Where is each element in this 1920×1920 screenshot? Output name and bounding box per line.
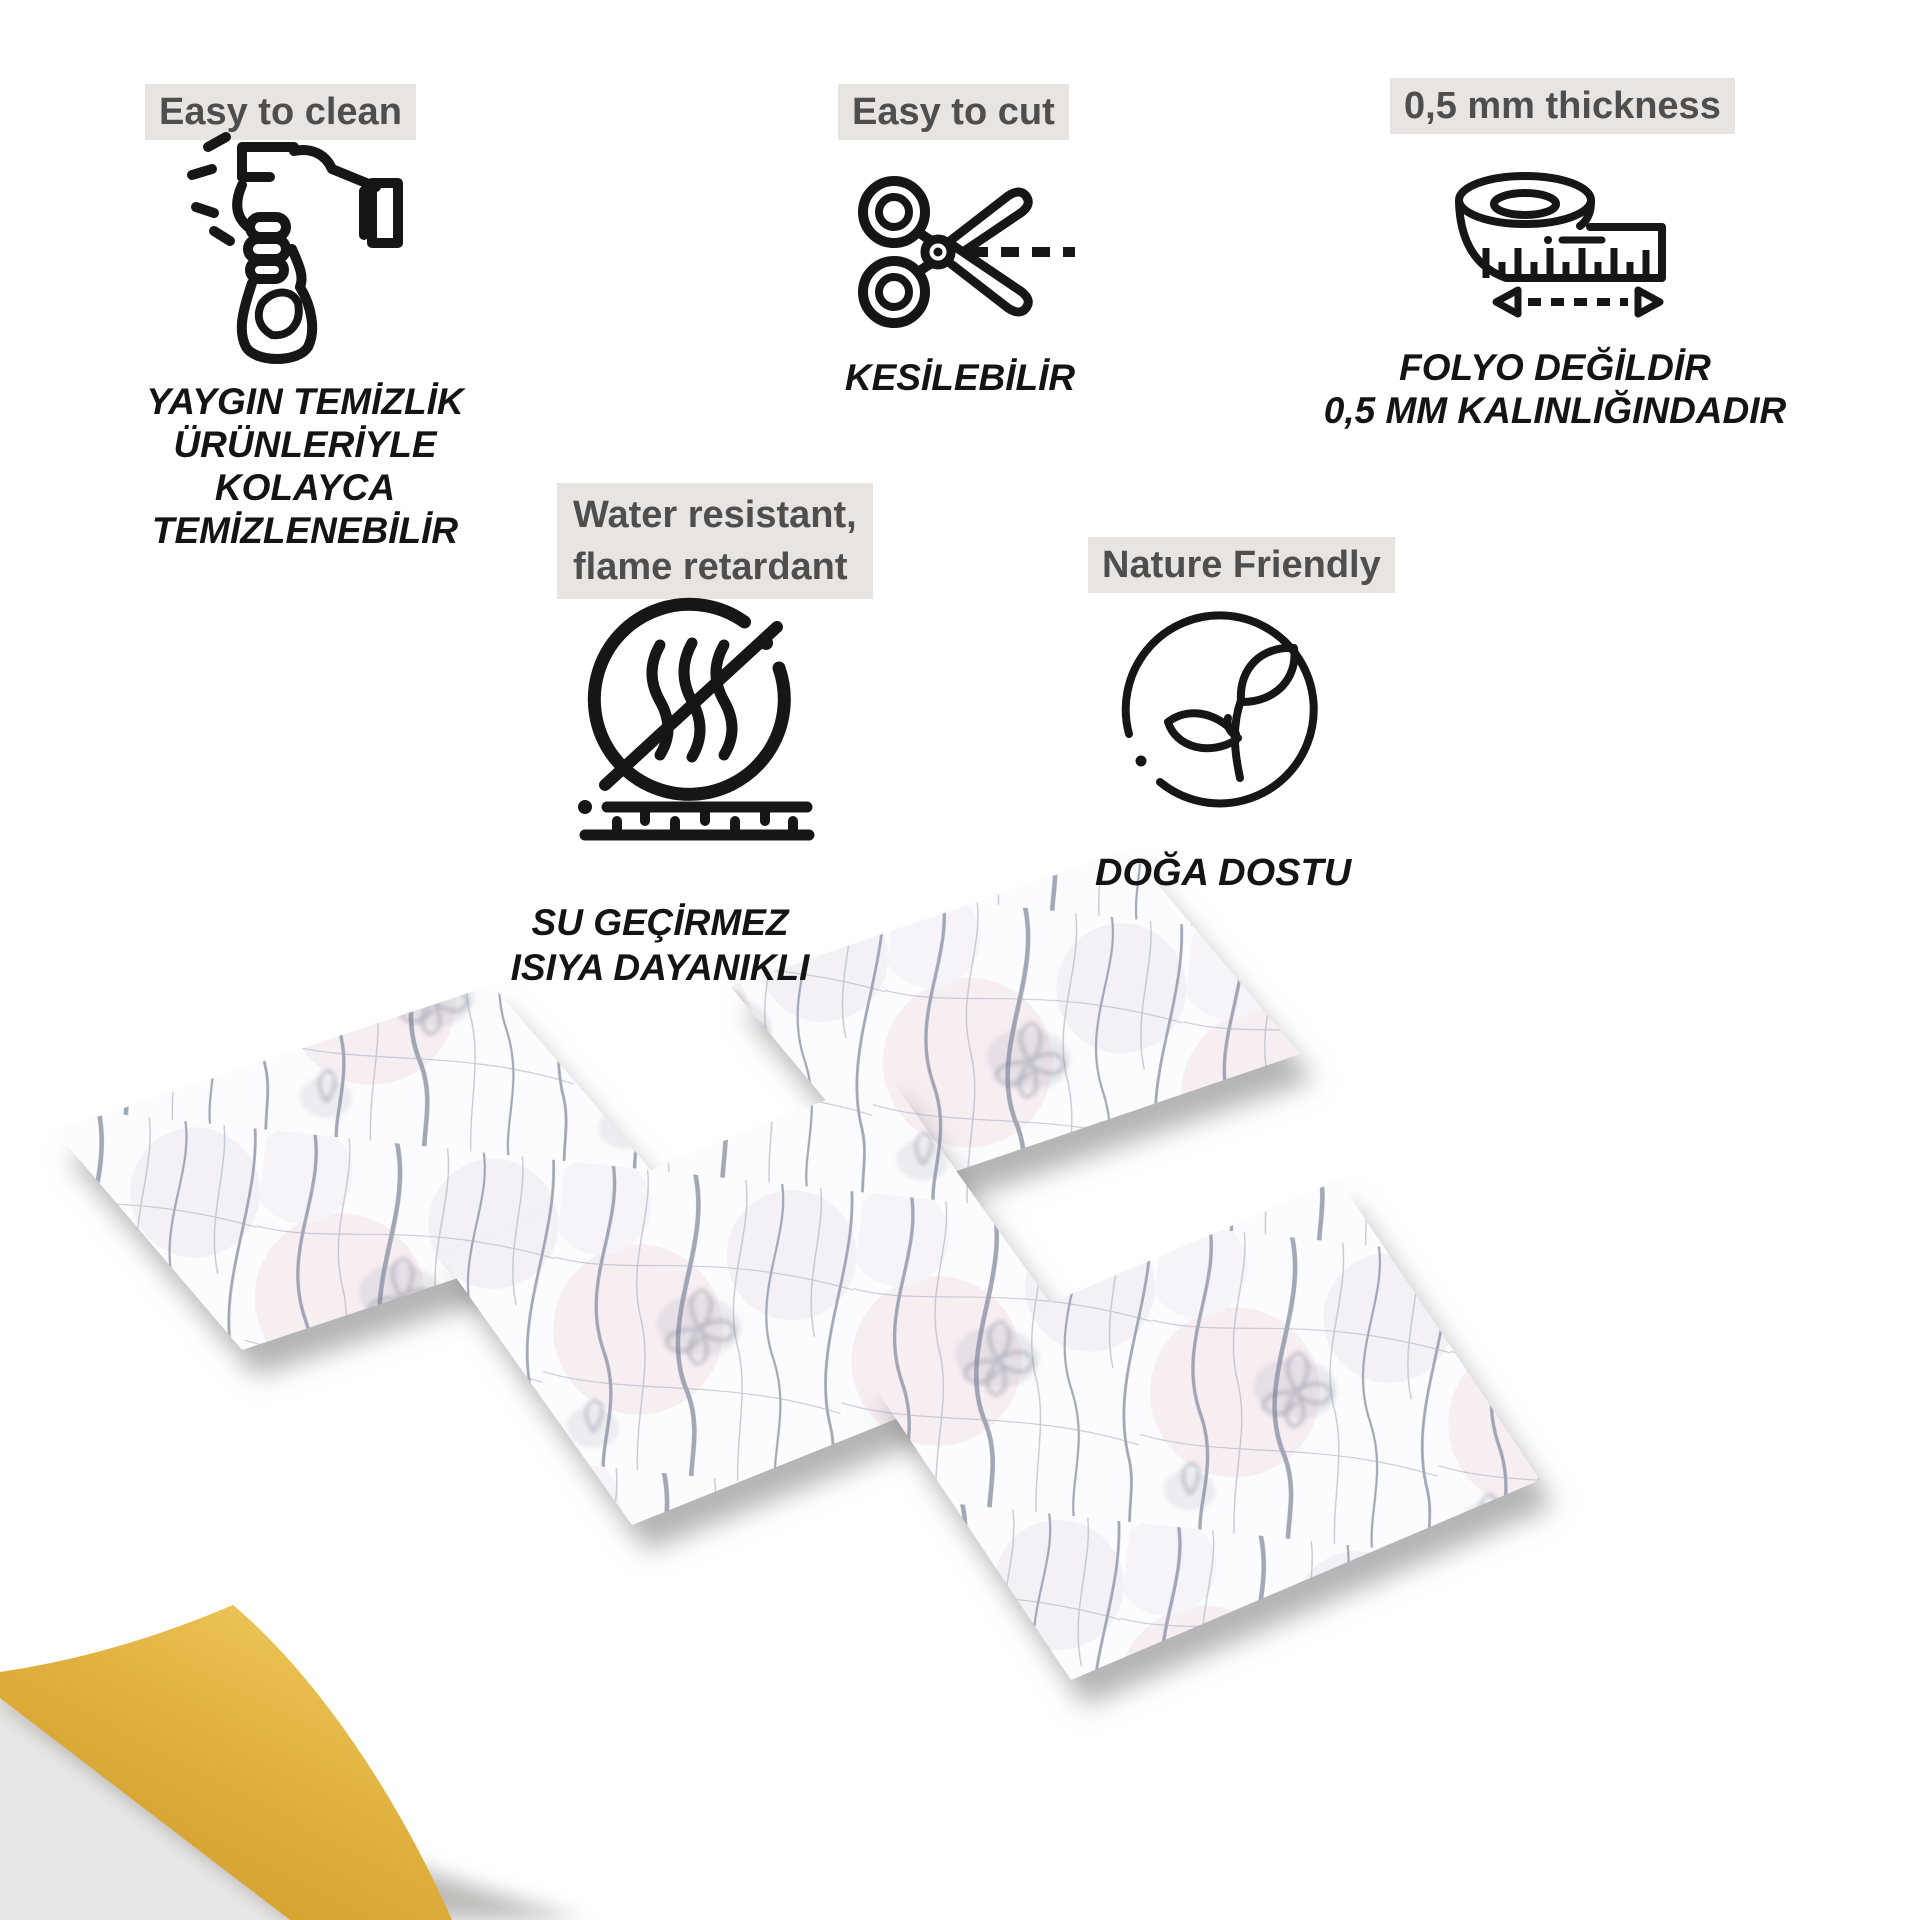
text-line: ÜRÜNLERİYLE [173, 424, 437, 465]
scissors-icon [850, 170, 1085, 330]
water-flame-description [455, 900, 865, 990]
text-line: KESİLEBİLİR [844, 357, 1076, 398]
nature-title: Nature Friendly [1088, 537, 1395, 593]
text-line: TEMİZLENEBİLİR [151, 510, 459, 551]
easy-to-cut-title: Easy to cut [838, 84, 1069, 140]
text-line: Water resistant, [573, 494, 857, 536]
easy-to-clean-title: Easy to clean [145, 84, 416, 140]
spray-bottle-icon [150, 125, 410, 375]
text-line: flame retardant [573, 546, 848, 588]
text-line: KOLAYCA [214, 467, 396, 508]
tape-measure-icon [1450, 170, 1670, 320]
text-line: YAYGIN TEMİZLİK [146, 381, 464, 422]
easy-to-cut-description [830, 356, 1090, 399]
text-line: SU GEÇİRMEZ [531, 902, 789, 943]
easy-to-clean-description [105, 380, 505, 552]
text-line: DOĞA DOSTU [1095, 852, 1352, 894]
nature-description [1095, 852, 1352, 895]
thickness-description [1300, 346, 1810, 432]
text-line: ISIYA DAYANIKLI [510, 947, 810, 988]
thickness-title: 0,5 mm thickness [1390, 78, 1735, 134]
text-line: FOLYO DEĞİLDİR [1399, 347, 1711, 388]
corner-peel-graphic [0, 1520, 640, 1920]
text-line: 0,5 MM KALINLIĞINDADIR [1323, 390, 1787, 431]
water-flame-title [557, 483, 873, 599]
leaf-circle-icon [1120, 608, 1320, 818]
no-heat-icon [545, 595, 845, 885]
